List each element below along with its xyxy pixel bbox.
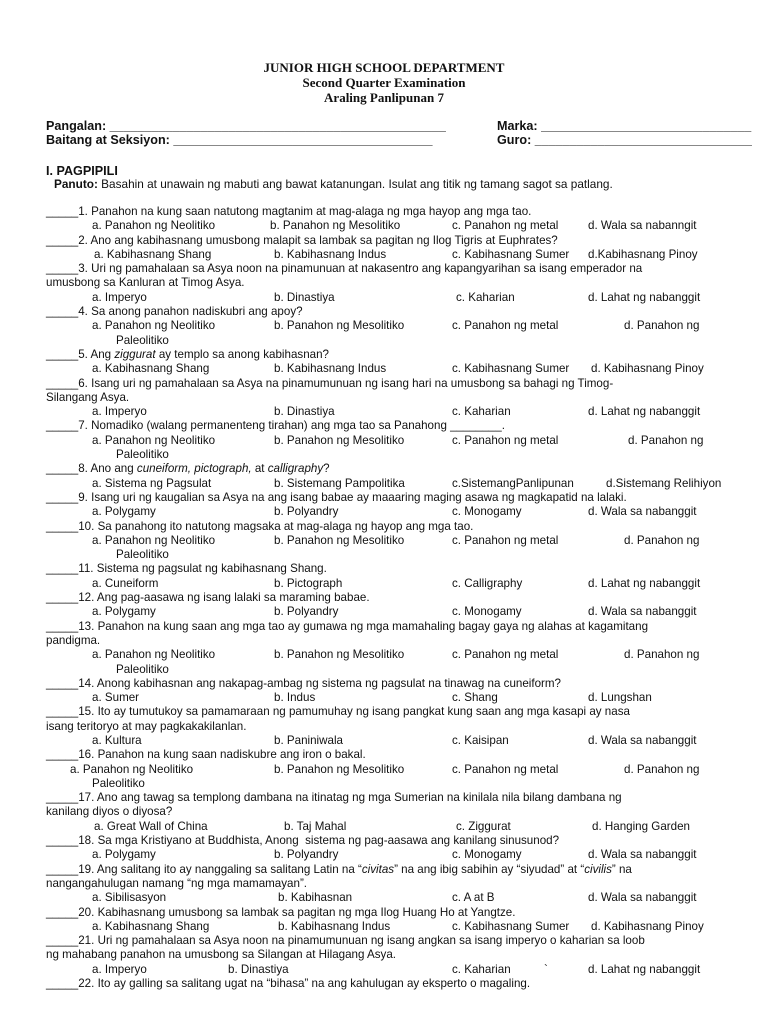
choice-d: d. Wala sa nabanngit — [588, 219, 697, 233]
choice-d: d. Lahat ng nabanggit — [588, 290, 701, 304]
choice-c: c. A at B — [452, 891, 495, 905]
choice-c: c. Kaharian — [452, 962, 511, 976]
choice-d: d. Hanging Garden — [592, 819, 690, 833]
question-list — [46, 205, 726, 991]
choices-16 — [46, 763, 726, 792]
choice-b: b. Panahon ng Mesolitiko — [274, 533, 405, 547]
question-text — [46, 462, 330, 475]
choices-17 — [46, 820, 726, 834]
choices-4 — [46, 319, 726, 348]
choice-d: d. Kabihasnang Pinoy — [591, 919, 704, 933]
choice-b: b. Panahon ng Mesolitiko — [274, 762, 405, 776]
choices-10 — [46, 534, 726, 563]
choice-a-continued: Paleolitiko — [116, 662, 169, 676]
choice-d: d. Panahon ng — [624, 648, 700, 662]
choice-c: c. Panahon ng metal — [452, 219, 559, 233]
choice-a: a. Kabihasnang Shang — [92, 919, 210, 933]
subject-title: Araling Panlipunan 7 — [324, 90, 444, 105]
choice-a-continued: Paleolitiko — [92, 776, 145, 790]
question-11 — [46, 562, 726, 576]
question-3 — [46, 262, 726, 291]
choice-d: d. Wala sa nabanggit — [588, 848, 697, 862]
question-text-line: isang teritoryo at may pagkakakilanlan. — [46, 719, 247, 733]
question-text-line — [46, 863, 726, 877]
choice-c: c. Kabihasnang Sumer — [452, 247, 570, 261]
choice-b: b. Indus — [274, 691, 316, 705]
choice-d: d. Lungshan — [588, 691, 652, 705]
question-text: _____12. Ang pag-aasawa ng isang lalaki sa maraming babae. — [46, 591, 370, 605]
question-22 — [46, 977, 726, 991]
section-title: I. PAGPIPILI — [46, 164, 118, 178]
choice-c: c. Panahon ng metal — [452, 433, 559, 447]
choice-a: a. Polygamy — [92, 848, 156, 862]
choice-d: d. Wala sa nabanggit — [588, 605, 697, 619]
question-4 — [46, 305, 726, 319]
choice-b: b. Panahon ng Mesolitiko — [274, 433, 405, 447]
choice-d: d.Kabihasnang Pinoy — [588, 247, 698, 261]
choices-7 — [46, 434, 726, 463]
question-text-part: ? — [323, 462, 330, 476]
choice-a: a. Kultura — [92, 733, 142, 747]
question-5 — [46, 348, 726, 362]
question-text-line: nangangahulugan namang “ng mga mamamayan”. — [46, 876, 308, 890]
choice-d: d. Wala sa nabanggit — [588, 891, 697, 905]
choice-a: a. Kabihasnang Shang — [94, 247, 212, 261]
choices-14 — [46, 691, 726, 705]
choices-15 — [46, 734, 726, 748]
choice-b: b. Kabihasnang Indus — [278, 919, 391, 933]
choice-c: c. Monogamy — [452, 605, 522, 619]
question-text: _____20. Kabihasnang umusbong sa lambak sa pagitan ng mga Ilog Huang Ho at Yangtze. — [46, 905, 516, 919]
choice-c: c.SistemangPanlipunan — [452, 476, 574, 490]
question-text: _____7. Nomadiko (walang permanenteng tirahan) ang mga tao sa Panahong ________. — [46, 419, 505, 433]
question-7 — [46, 419, 726, 433]
choice-c: c. Kaharian — [452, 405, 511, 419]
question-text: _____6. Isang uri ng pamahalaan sa Asya na pinamumunuan ng isang hari na umusbong sa bahagi ng Timog- — [46, 376, 614, 390]
question-text: _____21. Uri ng pamahalaan sa Asya noon na pinamumunuan ng isang angkan sa isang imperyo o kaharian sa loob — [46, 934, 645, 948]
question-10 — [46, 520, 726, 534]
question-text-line: Silangang Asya. — [46, 390, 130, 404]
choice-b: b. Polyandry — [274, 505, 339, 519]
choice-a: a. Sistema ng Pagsulat — [92, 476, 212, 490]
choices-6 — [46, 405, 726, 419]
choice-a: a. Kabihasnang Shang — [92, 362, 210, 376]
name-field: Pangalan: ________________________________________________ — [46, 119, 446, 133]
choice-b: b. Sistemang Pampolitika — [274, 476, 405, 490]
choice-a: a. Panahon ng Neolitiko — [92, 219, 216, 233]
italic-term: ziggurat — [114, 347, 156, 361]
grade-section-field: Baitang at Seksiyon: _____________________________________ — [46, 133, 433, 147]
exam-header — [0, 60, 768, 105]
choice-b: b. Paniniwala — [274, 733, 343, 747]
question-17 — [46, 791, 726, 820]
choice-a: a. Polygamy — [92, 605, 156, 619]
question-text-line: kanilang diyos o diyosa? — [46, 805, 173, 819]
question-text: _____15. Ito ay tumutukoy sa pamamaraan ng pamumuhay ng isang pangkat kung saan ang mga kasapi ay nasa — [46, 705, 630, 719]
question-text-line: umusbong sa Kanluran at Timog Asya. — [46, 276, 245, 290]
choices-18 — [46, 848, 726, 862]
choice-c: c. Panahon ng metal — [452, 648, 559, 662]
teacher-field: Guro: _______________________________ — [497, 133, 752, 147]
question-text: _____9. Isang uri ng kaugalian sa Asya na ang isang babae ay maaaring maging asawa ng magkapatid na lalaki. — [46, 490, 627, 504]
question-18 — [46, 834, 726, 848]
directions-text: Basahin at unawain ng mabuti ang bawat katanungan. Isulat ang titik ng tamang sagot sa patlang. — [97, 177, 613, 191]
choice-c: c. Monogamy — [452, 848, 522, 862]
choice-b: b. Dinastiya — [228, 962, 289, 976]
choice-a: a. Great Wall of China — [94, 819, 208, 833]
choice-c: c. Kabihasnang Sumer — [452, 919, 570, 933]
choices-5 — [46, 362, 726, 376]
choice-b: b. Kabihasnang Indus — [274, 362, 387, 376]
question-text-part: at — [251, 462, 268, 476]
choice-b: b. Kabihasnan — [278, 891, 353, 905]
choice-b: b. Polyandry — [274, 848, 339, 862]
choices-2 — [46, 248, 726, 262]
question-text: _____18. Sa mga Kristiyano at Buddhista, Anong sistema ng pag-aasawa ang kanilang sinusunod? — [46, 834, 560, 848]
question-text: _____22. Ito ay galling sa salitang ugat na “bihasa” na ang kahulugan ay eksperto o magaling. — [46, 977, 531, 991]
choice-b: b. Panahon ng Mesolitiko — [270, 219, 401, 233]
choice-a: a. Sumer — [92, 691, 140, 705]
choices-20 — [46, 920, 726, 934]
directions-label: Panuto: — [54, 177, 98, 191]
question-text: _____2. Ano ang kabihasnang umusbong malapit sa lambak sa pagitan ng Ilog Tigris at Euphrates? — [46, 233, 558, 247]
question-12 — [46, 591, 726, 605]
choice-c: c. Panahon ng metal — [452, 533, 559, 547]
question-text: _____11. Sistema ng pagsulat ng kabihasnang Shang. — [46, 562, 327, 576]
choices-8 — [46, 477, 726, 491]
choice-a: a. Imperyo — [92, 962, 147, 976]
choice-b: b. Pictograph — [274, 576, 343, 590]
question-text-line — [46, 262, 726, 276]
choices-11 — [46, 577, 726, 591]
choice-a: a. Cuneiform — [92, 576, 159, 590]
choice-c: c. Panahon ng metal — [452, 762, 559, 776]
choice-a: a. Imperyo — [92, 290, 147, 304]
choices-13 — [46, 648, 726, 677]
choices-9 — [46, 505, 726, 519]
choice-d: d. Lahat ng nabanggit — [588, 962, 701, 976]
choice-b: b. Taj Mahal — [284, 819, 347, 833]
choice-a: a. Imperyo — [92, 405, 147, 419]
question-text-part: _____8. Ano ang — [46, 462, 137, 476]
choice-b: b. Panahon ng Mesolitiko — [274, 319, 405, 333]
question-text: _____3. Uri ng pamahalaan sa Asya noon na pinamunuan at nakasentro ang kapangyarihan sa isang emperador na — [46, 262, 643, 276]
question-1 — [46, 205, 726, 219]
choice-a: a. Panahon ng Neolitiko — [92, 648, 216, 662]
question-20 — [46, 906, 726, 920]
question-text-part: _____19. Ang salitang ito ay nanggaling sa salitang Latin na “ — [46, 862, 362, 876]
choice-a: a. Sibilisasyon — [92, 891, 167, 905]
choice-d: d. Panahon ng — [628, 433, 704, 447]
question-8 — [46, 462, 726, 476]
choice-b: b. Panahon ng Mesolitiko — [274, 648, 405, 662]
question-19 — [46, 863, 726, 892]
choice-a: a. Panahon ng Neolitiko — [92, 533, 216, 547]
question-text: _____1. Panahon na kung saan natutong magtanim at mag-alaga ng mga hayop ang mga tao. — [46, 205, 532, 218]
choice-a: a. Panahon ng Neolitiko — [92, 433, 216, 447]
question-6 — [46, 377, 726, 406]
question-text-line — [46, 377, 726, 391]
choice-b: b. Polyandry — [274, 605, 339, 619]
choice-d: d. Wala sa nabanggit — [588, 733, 697, 747]
choice-d: d.Sistemang Relihiyon — [606, 476, 722, 490]
question-9 — [46, 491, 726, 505]
question-text-part: ay templo sa anong kabihasnan? — [155, 347, 329, 361]
choice-c: c. Calligraphy — [452, 576, 523, 590]
choice-a-continued: Paleolitiko — [116, 548, 169, 562]
directions — [54, 177, 613, 191]
italic-term: civitas — [361, 862, 395, 876]
choice-a: a. Polygamy — [92, 505, 156, 519]
choice-c: c. Monogamy — [452, 505, 522, 519]
question-text-line: pandigma. — [46, 633, 101, 647]
question-text: _____10. Sa panahong ito natutong magsaka at mag-alaga ng hayop ang mga tao. — [46, 519, 474, 533]
choices-12 — [46, 605, 726, 619]
question-text: _____17. Ano ang tawag sa templong dambana na itinatag ng mga Sumerian na kinilala nila bilang dambana ng — [46, 791, 622, 805]
question-21 — [46, 934, 726, 963]
department-title: JUNIOR HIGH SCHOOL DEPARTMENT — [263, 60, 505, 75]
choice-b: b. Dinastiya — [274, 290, 335, 304]
choice-c: c. Ziggurat — [456, 819, 511, 833]
choice-a-continued: Paleolitiko — [116, 448, 169, 462]
choice-a: a. Panahon ng Neolitiko — [70, 762, 194, 776]
question-text-line — [46, 705, 726, 719]
choices-1 — [46, 219, 726, 233]
italic-term: civilis — [584, 862, 612, 876]
question-16 — [46, 748, 726, 762]
question-15 — [46, 705, 726, 734]
choice-d: d. Kabihasnang Pinoy — [591, 362, 704, 376]
italic-term: calligraphy — [267, 462, 324, 476]
question-text: _____13. Panahon na kung saan ang mga tao ay gumawa ng mga mamahaling bagay gaya ng alahas at kagamitang — [46, 619, 649, 633]
question-text-line — [46, 620, 726, 634]
choice-d: d. Lahat ng nabanggit — [588, 576, 701, 590]
choice-b: b. Kabihasnang Indus — [274, 247, 387, 261]
question-text-line: ng mahabang panahon na umusbong sa Silangan at Hilagang Asya. — [46, 948, 397, 962]
question-text-line — [46, 934, 726, 948]
choice-a: a. Panahon ng Neolitiko — [92, 319, 216, 333]
choices-3 — [46, 291, 726, 305]
choice-d: d. Panahon ng — [624, 533, 700, 547]
question-text: _____14. Anong kabihasnan ang nakapag-ambag ng sistema ng pagsulat na tinawag na cuneiform? — [46, 676, 562, 690]
exam-title: Second Quarter Examination — [302, 75, 466, 90]
choice-c: c. Kabihasnang Sumer — [452, 362, 570, 376]
question-2 — [46, 234, 726, 248]
question-text — [46, 348, 329, 361]
italic-term: cuneiform, pictograph, — [136, 462, 252, 476]
question-text-part: ” na — [611, 862, 632, 876]
choice-c: c. Kaharian — [456, 290, 515, 304]
question-text-part: _____5. Ang — [46, 347, 115, 361]
question-text: _____16. Panahon na kung saan nadiskubre ang iron o bakal. — [46, 748, 366, 762]
choice-d: d. Panahon ng — [624, 319, 700, 333]
question-text: _____4. Sa anong panahon nadiskubri ang apoy? — [46, 305, 303, 319]
choice-d: d. Lahat ng nabanggit — [588, 405, 701, 419]
choice-a-continued: Paleolitiko — [116, 333, 169, 347]
question-14 — [46, 677, 726, 691]
question-text-line — [46, 791, 726, 805]
choice-d: d. Wala sa nabanggit — [588, 505, 697, 519]
choice-c: c. Shang — [452, 691, 498, 705]
choices-19 — [46, 891, 726, 905]
stray-mark: ` — [544, 962, 548, 976]
question-text — [46, 863, 632, 877]
question-text-part: ” na ang ibig sabihin ay “siyudad” at “ — [394, 862, 585, 876]
choice-c: c. Panahon ng metal — [452, 319, 559, 333]
choice-c: c. Kaisipan — [452, 733, 509, 747]
choice-b: b. Dinastiya — [274, 405, 335, 419]
question-13 — [46, 620, 726, 649]
choices-21 — [46, 963, 726, 977]
choice-d: d. Panahon ng — [624, 762, 700, 776]
score-field: Marka: ______________________________ — [497, 119, 752, 133]
